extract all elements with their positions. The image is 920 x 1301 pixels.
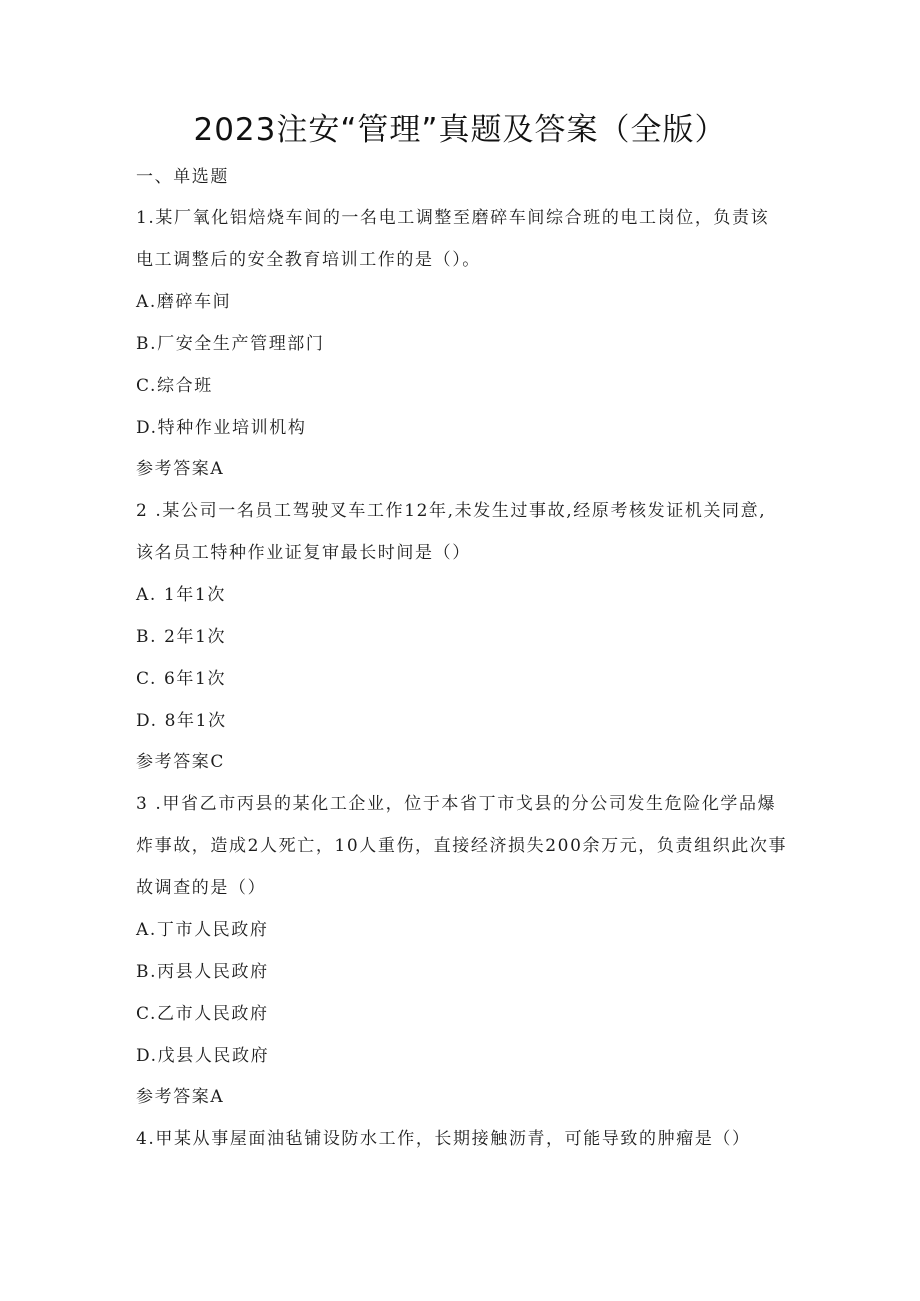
question-3-stem-line-2: 炸事故，造成2人死亡，10人重伤，直接经济损失200余万元，负责组织此次事 — [136, 836, 788, 856]
question-2-option-c: C. 6年1次 — [136, 669, 227, 689]
question-1-answer: 参考答案A — [136, 459, 225, 479]
question-3-option-d: D.戊县人民政府 — [136, 1046, 270, 1066]
question-1-stem-line-2: 电工调整后的安全教育培训工作的是（）。 — [136, 250, 481, 270]
question-1-option-c: C.综合班 — [136, 376, 213, 396]
question-2-stem-line-2: 该名员工特种作业证复审最长时间是（） — [136, 543, 471, 563]
question-2-answer: 参考答案C — [136, 752, 226, 772]
question-1-option-d: D.特种作业培训机构 — [136, 418, 307, 438]
document-title: 2023注安“管理”真题及答案（全版） — [193, 112, 727, 148]
question-2-option-b: B. 2年1次 — [136, 627, 227, 647]
question-3-option-b: B.丙县人民政府 — [136, 962, 269, 982]
question-1-option-b: B.厂安全生产管理部门 — [136, 334, 325, 354]
question-1-option-a: A.磨碎车间 — [136, 292, 232, 312]
question-1-stem-line-1: 1.某厂氧化铝焙烧车间的一名电工调整至磨碎车间综合班的电工岗位，负责该 — [136, 208, 770, 228]
question-2-stem-line-1: 2 .某公司一名员工驾驶叉车工作12年,未发生过事故,经原考核发证机关同意, — [136, 501, 767, 521]
section-heading: 一、单选题 — [136, 167, 229, 187]
question-2-option-a: A. 1年1次 — [136, 585, 226, 605]
question-3-stem-line-1: 3 .甲省乙市丙县的某化工企业，位于本省丁市戈县的分公司发生危险化学品爆 — [136, 794, 777, 814]
question-4-stem-line-1: 4.甲某从事屋面油毡铺设防水工作，长期接触沥青，可能导致的肿瘤是（） — [136, 1129, 751, 1149]
question-2-option-d: D. 8年1次 — [136, 711, 227, 731]
question-3-answer: 参考答案A — [136, 1087, 225, 1107]
question-3-option-c: C.乙市人民政府 — [136, 1004, 269, 1024]
question-3-stem-line-3: 故调查的是（） — [136, 878, 267, 898]
question-3-option-a: A.丁市人民政府 — [136, 920, 269, 940]
